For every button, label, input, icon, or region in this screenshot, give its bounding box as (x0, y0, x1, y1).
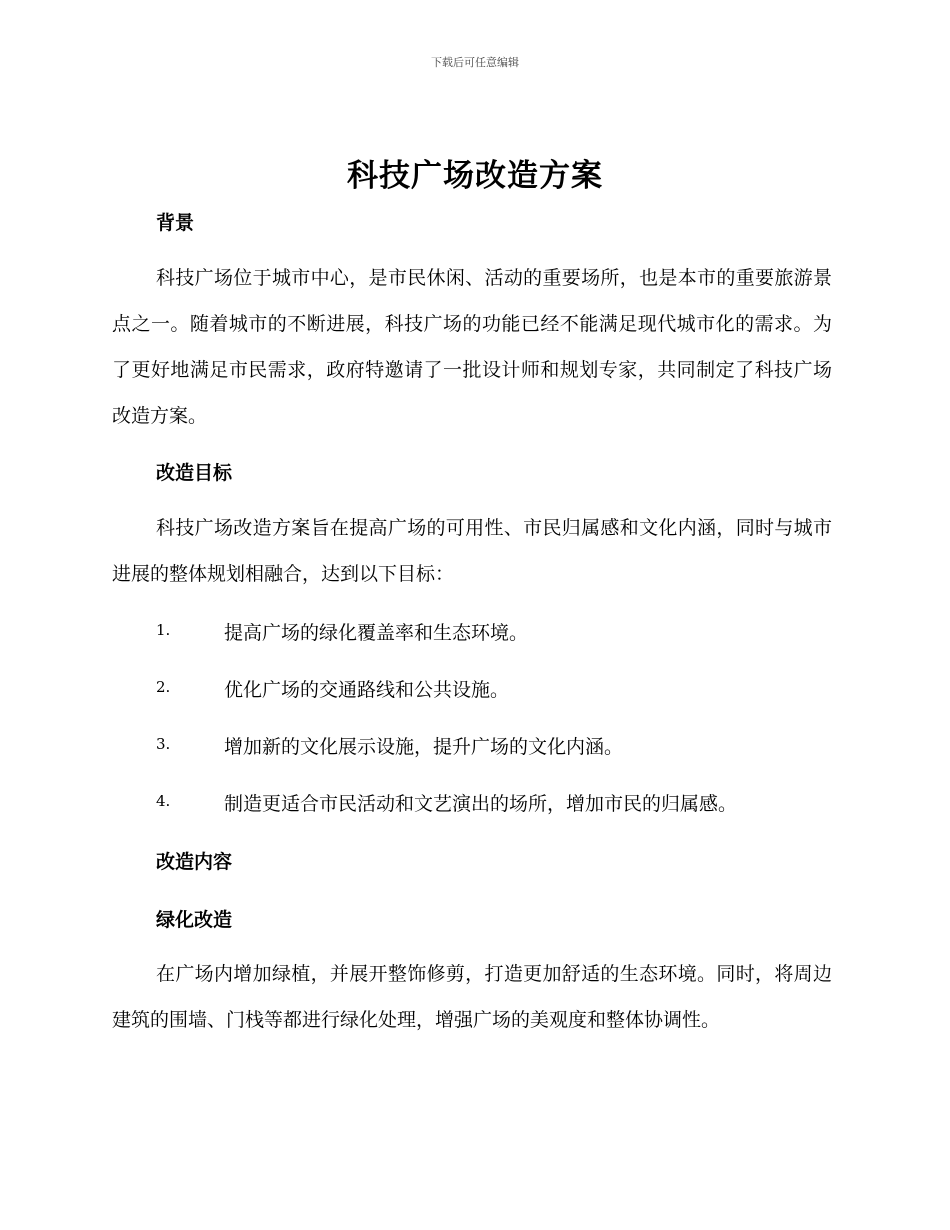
list-item-text: 增加新的文化展示设施，提升广场的文化内涵。 (224, 736, 624, 758)
list-item-number: 1. (156, 621, 171, 639)
paragraph-goals: 科技广场改造方案旨在提高广场的可用性、市民归属感和文化内涵，同时与城市进展的整体规划相融合，达到以下目标： (112, 517, 832, 585)
heading-goals: 改造目标 (156, 462, 233, 484)
heading-greening: 绿化改造 (156, 909, 233, 931)
list-item-number: 3. (156, 735, 171, 753)
list-item-text: 提高广场的绿化覆盖率和生态环境。 (224, 622, 529, 644)
list-item-text: 优化广场的交通路线和公共设施。 (224, 679, 510, 701)
list-item-number: 4. (156, 792, 171, 810)
heading-content: 改造内容 (156, 851, 233, 873)
heading-background: 背景 (156, 212, 195, 234)
list-item-text: 制造更适合市民活动和文艺演出的场所，增加市民的归属感。 (224, 793, 738, 815)
paragraph-background: 科技广场位于城市中心，是市民休闲、活动的重要场所，也是本市的重要旅游景点之一。随着城市的不断进展，科技广场的功能已经不能满足现代城市化的需求。为了更好地满足市民需求，政府特邀请了一批设计师和规划专家，共同制定了科技广场改造方案。 (112, 267, 832, 427)
list-item-number: 2. (156, 678, 171, 696)
paragraph-greening: 在广场内增加绿植，并展开整饰修剪，打造更加舒适的生态环境。同时，将周边建筑的围墙、门栈等都进行绿化处理，增强广场的美观度和整体协调性。 (112, 963, 832, 1031)
document-title: 科技广场改造方案 (347, 158, 603, 194)
header-note: 下载后可任意编辑 (431, 56, 519, 69)
